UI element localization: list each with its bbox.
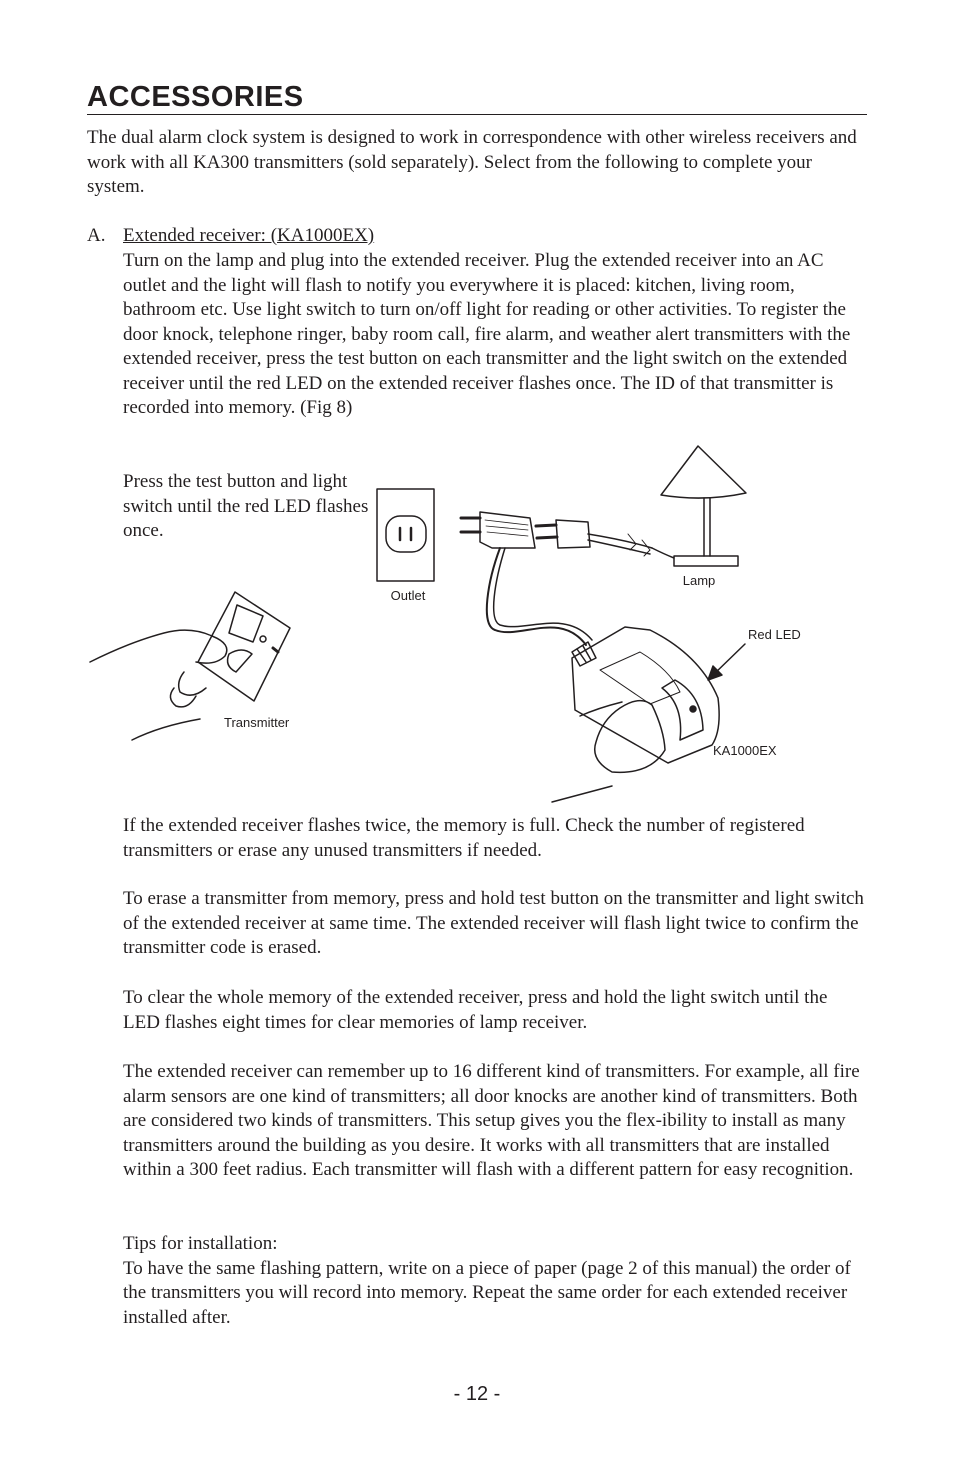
capacity-paragraph: The extended receiver can remember up to 16 different kind of transmitters. For example, all fire alarm sensors are one kind of transmitters; all door knocks are another kind of transmitters. Both are considered two kinds of transmitters. This setup gives you the flex-ibility to install as many transmitters around the building as you desire. It works with all transmitters that are installed within a 300 feet radius. Each transmitter will flash with a different pattern for easy recognition. (123, 1061, 860, 1180)
outlet-label: Outlet (390, 588, 426, 603)
page-number: - 12 - (453, 1383, 501, 1405)
red-led-arrow (708, 644, 745, 680)
lamp-label: Lamp (682, 573, 716, 588)
erase-paragraph: To erase a transmitter from memory, press and hold test button on the transmitter and light switch of the extended receiver at same time. The extended receiver will flash light twice to confirm the transmitter code is erased. (123, 888, 864, 958)
page-title: ACCESSORIES (87, 80, 867, 115)
transmitter-icon (198, 592, 290, 701)
receiver-label: KA1000EX (713, 743, 777, 758)
section-a-body: Turn on the lamp and plug into the extended receiver. Plug the extended receiver into an AC outlet and the light will flash to notify you everywhere it is placed: kitchen, living room, bathroom etc. Use light switch to turn on/off light for reading or other activities. To register the door knock, telephone ringer, baby room call, fire alarm, and weather alert transmitters with the extended receiver, press the test button on each transmitter and the light switch on the extended receiver until the red LED on the extended receiver flashes once. The ID of that transmitter is recorded into memory. (Fig 8) (123, 250, 851, 418)
red-led-label: Red LED (748, 627, 801, 642)
transmitter-label: Transmitter (224, 715, 290, 730)
tips-body: To have the same flashing pattern, write on a piece of paper (page 2 of this manual) the order of the transmitters you will record into memory. Repeat the same order for each extended receiver installed after. (123, 1257, 851, 1328)
intro-paragraph: The dual alarm clock system is designed to work in correspondence with other wireless receivers and work with all KA300 transmitters (sold separately). Select from the following to complete your system. (87, 127, 857, 197)
section-a-title: Extended receiver: (KA1000EX) (123, 225, 375, 246)
lamp-icon (661, 446, 746, 566)
extended-receiver-icon (572, 627, 719, 763)
outlet-icon (377, 489, 434, 581)
clear-memory-paragraph: To clear the whole memory of the extended receiver, press and hold the light switch until the LED flashes eight times for clear memories of lamp receiver. (123, 987, 828, 1033)
plug-adapter-icon (461, 512, 535, 548)
figure-8-illustration (0, 430, 954, 810)
tips-section (123, 1232, 868, 1330)
section-a-letter: A. (87, 225, 106, 246)
tips-heading: Tips for installation: (123, 1233, 278, 1254)
lamp-plug-icon (536, 520, 674, 558)
section-a-heading (87, 224, 374, 249)
figure-callout: Press the test button and light switch until the red LED flashes once. (123, 471, 369, 541)
memory-full-paragraph: If the extended receiver flashes twice, the memory is full. Check the number of registered transmitters or erase any unused transmitters if needed. (123, 815, 805, 861)
